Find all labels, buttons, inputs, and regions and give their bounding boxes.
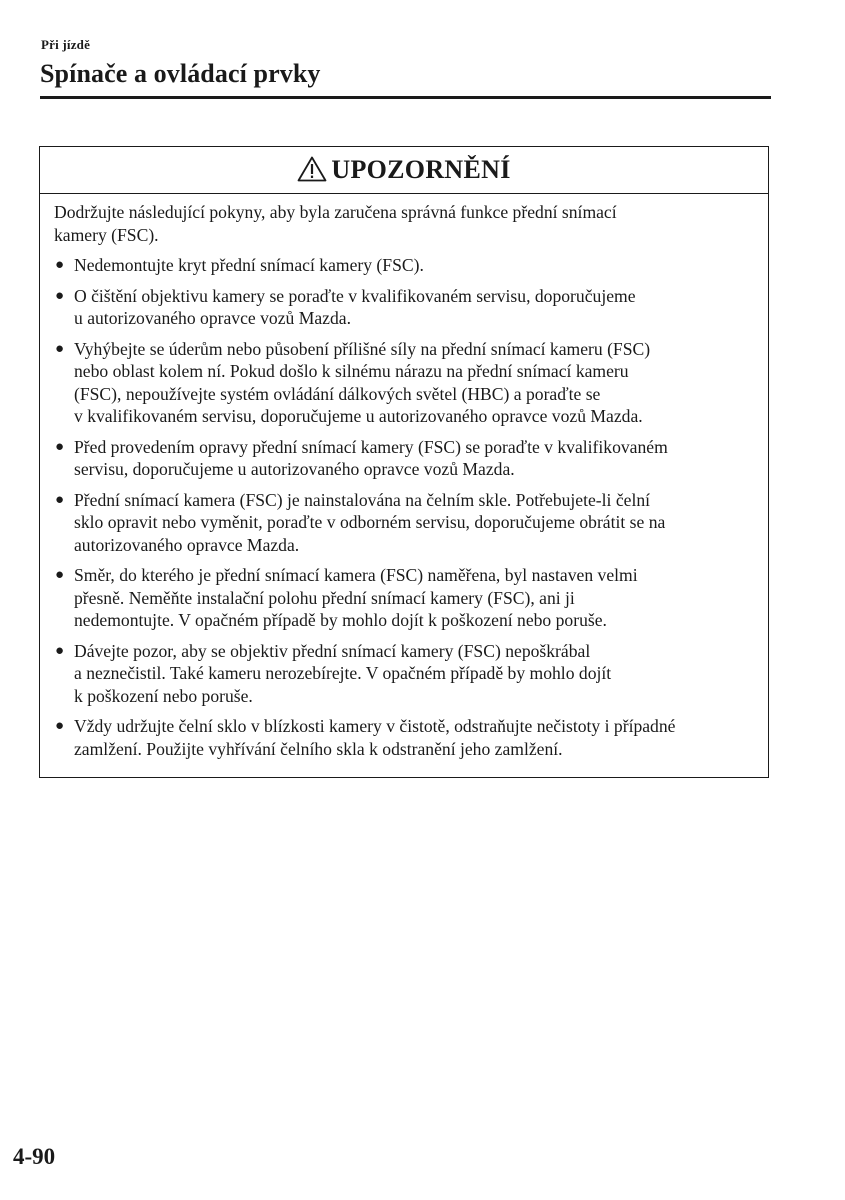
caution-bullet-list (54, 254, 758, 760)
caution-header (40, 147, 768, 194)
bullet-line: Vyhýbejte se úderům nebo působení přílišné síly na přední snímací kameru (FSC) (74, 338, 651, 359)
bullet-dot-icon: ● (55, 438, 65, 455)
bullet-dot-icon: ● (55, 642, 65, 659)
bullet-line: Vždy udržujte čelní sklo v blízkosti kamery v čistotě, odstraňujte nečistoty i případné (74, 716, 676, 736)
bullet-line: servisu, doporučujeme u autorizovaného opravce vozů Mazda. (74, 459, 515, 479)
bullet-dot-icon: ● (55, 257, 65, 273)
bullet-line: Přední snímací kamera (FSC) je nainstalována na čelním skle. Potřebujete-li čelní (74, 489, 651, 510)
bullet-line: (FSC), nepoužívejte systém ovládání dálkových světel (HBC) a poraďte se (74, 383, 601, 404)
warning-triangle-icon (297, 156, 327, 182)
bullet-line: sklo opravit nebo vyměnit, poraďte v odborném servisu, doporučujeme obrátit se na (74, 512, 666, 532)
bullet-dot-icon: ● (55, 567, 65, 583)
bullet-line: Před provedením opravy přední snímací kamery (FSC) se poraďte v kvalifikovaném (74, 436, 668, 457)
page-title: Spínače a ovládací prvky (40, 59, 321, 88)
bullet-line: O čištění objektivu kamery se poraďte v kvalifikovaném servisu, doporučujeme (74, 285, 636, 306)
bullet-dot-icon: ● (55, 287, 65, 304)
bullet-line: k poškození nebo poruše. (74, 685, 253, 706)
bullet-line: a neznečistil. Také kameru nerozebírejte. V opačném případě by mohlo dojít (74, 663, 612, 683)
bullet-line: Dávejte pozor, aby se objektiv přední snímací kamery (FSC) nepoškrábal (74, 640, 591, 661)
caution-bullet-item (54, 640, 758, 708)
bullet-line: zamlžení. Použijte vyhřívání čelního skla k odstranění jeho zamlžení. (74, 738, 563, 759)
bullet-dot-icon: ● (55, 718, 65, 734)
bullet-line: u autorizovaného opravce vozů Mazda. (74, 308, 351, 328)
caution-bullet-item (54, 285, 758, 330)
bullet-line: Směr, do kterého je přední snímací kamera (FSC) naměřena, byl nastaven velmi (74, 565, 638, 585)
bullet-line: v kvalifikovaném servisu, doporučujeme u autorizovaného opravce vozů Mazda. (74, 406, 643, 426)
caution-bullet-item (54, 436, 758, 481)
bullet-line: přesně. Neměňte instalační polohu přední snímací kamery (FSC), ani ji (74, 587, 575, 608)
bullet-line: autorizovaného opravce Mazda. (74, 534, 300, 555)
bullet-dot-icon: ● (55, 491, 65, 508)
caution-bullet-item (54, 715, 758, 760)
caution-box (39, 146, 769, 778)
caution-bullet-item (54, 489, 758, 557)
caution-heading: UPOZORNĚNÍ (331, 155, 511, 184)
bullet-line: nedemontujte. V opačném případě by mohlo dojít k poškození nebo poruše. (74, 610, 607, 630)
caution-body (40, 194, 768, 760)
caution-bullet-item (54, 564, 758, 632)
bullet-line: Nedemontujte kryt přední snímací kamery (FSC). (74, 255, 424, 275)
bullet-line: nebo oblast kolem ní. Pokud došlo k silnému nárazu na přední snímací kameru (74, 361, 629, 381)
caution-bullet-item (54, 338, 758, 428)
section-label: Při jízdě (41, 37, 91, 52)
intro-line: Dodržujte následující pokyny, aby byla zaručena správná funkce přední snímací (54, 202, 617, 222)
title-divider (40, 96, 771, 99)
page-number: 4-90 (13, 1144, 56, 1169)
bullet-dot-icon: ● (55, 340, 65, 357)
caution-intro (54, 201, 758, 246)
caution-bullet-item (54, 254, 758, 277)
intro-line: kamery (FSC). (54, 224, 159, 245)
